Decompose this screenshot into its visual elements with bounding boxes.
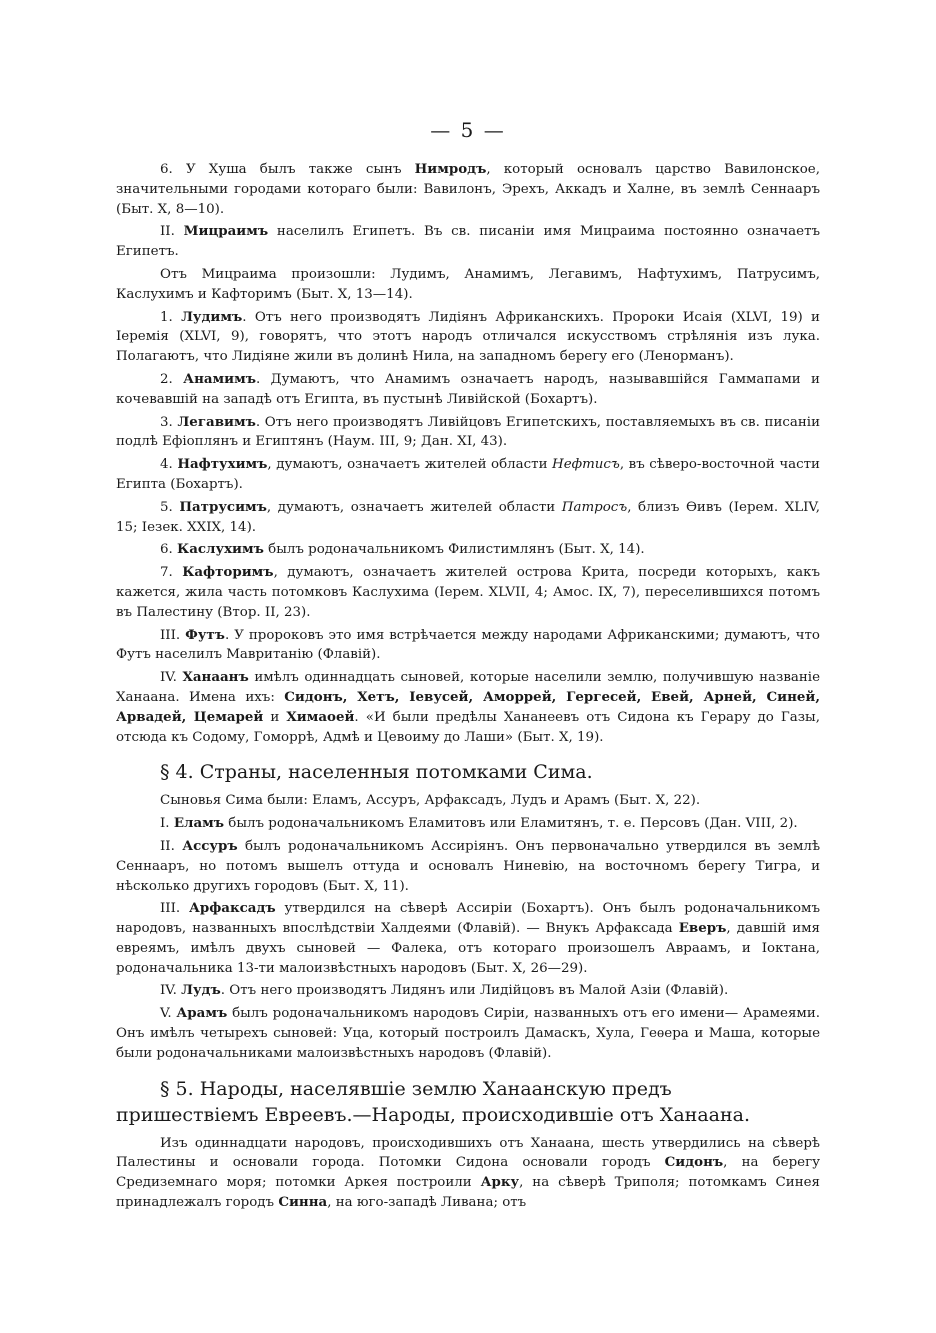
text-run: IV. xyxy=(160,983,182,999)
bold-term: Арамъ xyxy=(176,1005,228,1022)
italic-term: Нефтисъ xyxy=(552,457,620,473)
text-run: , близъ Ѳивъ (Іерем. XLIV, 15; Іезек. XXIX, 14). xyxy=(116,499,820,535)
text-run: . Отъ него производятъ Ливійцовъ Египетскихъ, поставляемыхъ въ св. писаніи подлѣ Ефіоплянъ и Египтянъ (Наум. III, 9; Дан. XI, 43). xyxy=(116,414,820,450)
text-run: былъ родоначальникомъ Ассиріянъ. Онъ первоначально утвердился въ землѣ Сеннааръ, но потомъ вышелъ оттуда и основалъ Ниневію, на восточномъ берегу Тигра, и нѣсколько другихъ городовъ (Быт. X, 11). xyxy=(116,838,821,894)
bold-term: Химаоей xyxy=(286,708,355,725)
text-run: III. xyxy=(160,901,189,917)
text-run: . «И были предѣлы Хананеевъ отъ Сидона къ Герару до Газы, отсюда къ Содому, Гоморрѣ, Адмѣ и Цевоиму до Лаши» (Быт. X, 19). xyxy=(116,709,820,745)
text-run: . Отъ него производятъ Лидіянъ Африканскихъ. Пророки Исаія (XLVI, 19) и Іеремія (XLVI, 9), говорятъ, что этотъ народъ отличался искусствомъ стрѣлянія изъ лука. Полагаютъ, что Лидіяне жили въ долинѣ Нила, на западномъ берегу его (Ленорманъ). xyxy=(116,309,820,365)
text-run: , на сѣверѣ Триполя; потомкамъ Синея принадлежалъ городъ xyxy=(116,1175,820,1211)
text-run: II. xyxy=(160,224,184,240)
bold-term: Ханаанъ xyxy=(182,669,249,686)
bold-term: Патрусимъ xyxy=(179,498,267,515)
paragraph xyxy=(116,160,820,219)
paragraph xyxy=(116,308,820,367)
paragraph xyxy=(116,222,820,262)
text-run: . Отъ него производятъ Лидянъ или Лидійцовъ въ Малой Азіи (Флавій). xyxy=(220,983,729,999)
text-run: I. xyxy=(160,816,174,832)
paragraph xyxy=(116,899,820,978)
bold-term: Лудъ xyxy=(181,982,221,999)
text-run: имѣлъ одиннадцать сыновей, которые населили землю, получившую названіе Ханаана. Имена ихъ: xyxy=(116,670,820,705)
text-run: 1. xyxy=(160,309,182,325)
paragraph xyxy=(116,265,820,305)
bold-term: Еламъ xyxy=(173,815,225,832)
text-run: былъ родоначальникомъ Еламитовъ или Еламитянъ, т. е. Персовъ (Дан. VIII, 2). xyxy=(224,816,798,832)
bold-term: Нафтухимъ xyxy=(177,456,268,473)
bold-term: Арку xyxy=(480,1174,520,1191)
bold-term: Еверъ xyxy=(678,920,727,937)
text-run: былъ родоначальникомъ Филистимлянъ (Быт. X, 14). xyxy=(263,542,645,558)
bold-term: Мицраимъ xyxy=(183,223,269,240)
paragraph xyxy=(116,1134,820,1213)
text-run: 2. xyxy=(160,371,184,387)
bold-term: Арфаксадъ xyxy=(188,900,276,917)
paragraph xyxy=(116,981,820,1001)
text-run: 5. xyxy=(160,499,180,515)
text-run: , на юго-западѣ Ливана; отъ xyxy=(327,1195,527,1211)
text-run: , думаютъ, означаетъ жителей области xyxy=(266,499,562,515)
text-run: Изъ одиннадцати народовъ, происходившихъ отъ Ханаана, шесть утвердились на сѣверѣ Палестины и основали города. Потомки Сидона основали городъ xyxy=(116,1135,820,1171)
text-run: . У пророковъ это имя встрѣчается между народами Африканскими; думаютъ, что Футъ населилъ Мавританію (Флавій). xyxy=(116,627,820,663)
bold-term: Каслухимъ xyxy=(177,541,264,558)
bold-term: Сидонъ xyxy=(664,1154,724,1171)
text-run: 6. xyxy=(160,542,178,558)
text-run: и xyxy=(263,709,287,725)
text-run: , давшій имя евреямъ, имѣлъ двухъ сыновей — Фалека, отъ котораго произошелъ Авраамъ, и Іоктана, родоначальника 13-ти малоизвѣстныхъ народовъ (Быт. X, 26—29). xyxy=(116,921,820,976)
text-run: II. xyxy=(160,838,183,854)
bold-term: Нимродъ xyxy=(414,161,487,177)
paragraph xyxy=(116,668,820,747)
text-run: 6. У Хуша былъ также сынъ xyxy=(160,162,415,177)
paragraph xyxy=(116,498,820,538)
bold-term: Кафторимъ xyxy=(182,564,274,581)
bold-term: Лудимъ xyxy=(181,308,243,325)
paragraph xyxy=(116,1004,820,1063)
text-run: Сыновья Сима были: Еламъ, Ассуръ, Арфаксадъ, Лудъ и Арамъ (Быт. X, 22). xyxy=(160,793,701,809)
text-run: утвердился на сѣверѣ Ассиріи (Бохартъ). Онъ былъ родоначальникомъ народовъ, названныхъ впослѣдствіи Халдеями (Флавій). — Внукъ Арфаксада xyxy=(116,901,820,937)
paragraph xyxy=(116,540,820,560)
text-run: , въ сѣверо-восточной части Египта (Бохартъ). xyxy=(116,457,820,492)
page-number: — 5 — xyxy=(430,118,506,142)
section-heading: § 4. Страны, населенныя потомками Сима. xyxy=(160,761,593,784)
section-heading: § 5. Народы, населявшіе землю Ханаанскую предъ пришествіемъ Евреевъ.—Народы, происходившіе отъ Ханаана. xyxy=(116,1077,751,1126)
text-body xyxy=(116,160,820,1216)
text-run: , на берегу Средиземнаго моря; потомки Аркея построили xyxy=(116,1155,820,1191)
paragraph xyxy=(116,791,820,811)
paragraph xyxy=(116,455,820,495)
text-run: былъ родоначальникомъ народовъ Сиріи, названныхъ отъ его имени— Арамеями. Онъ имѣлъ четырехъ сыновей: Уца, который построилъ Дамаскъ, Хула, Геѳера и Маша, которые были родоначальниками малоизвѣстныхъ народовъ (Флавій). xyxy=(116,1006,820,1061)
text-run: IV. xyxy=(160,670,183,686)
bold-term: Синна xyxy=(278,1194,328,1211)
bold-term: Футъ xyxy=(185,626,225,643)
text-run: 4. xyxy=(160,457,178,473)
text-run: 7. xyxy=(160,565,183,581)
text-run: 3. xyxy=(160,414,178,430)
text-run: V. xyxy=(160,1006,177,1022)
bold-term: Анамимъ xyxy=(183,370,257,387)
paragraph xyxy=(116,626,820,666)
text-run: , который основалъ царство Вавилонское, значительными городами котораго были: Вавилонъ, Эрехъ, Аккадъ и Халне, въ землѣ Сеннааръ (Быт. X, 8—10). xyxy=(116,162,820,217)
paragraph xyxy=(116,563,820,622)
text-run: III. xyxy=(160,627,186,643)
paragraph xyxy=(116,413,820,453)
bold-term: Ассуръ xyxy=(182,837,238,854)
paragraph xyxy=(116,370,820,410)
paragraph xyxy=(116,837,820,896)
text-run: населилъ Египетъ. Въ св. писаніи имя Мицраима постоянно означаетъ Египетъ. xyxy=(116,224,820,260)
bold-term: Легавимъ xyxy=(177,413,256,430)
bold-term: Сидонъ, Хетъ, Іевусей, Аморрей, Гергесей, Евей, Арней, Синей, Арвадей, Цемарей xyxy=(116,688,820,725)
text-run: . Думаютъ, что Анамимъ означаетъ народъ, называвшійся Гаммапами и кочевавшій на западѣ отъ Египта, въ пустынѣ Ливійской (Бохартъ). xyxy=(116,371,820,407)
italic-term: Патросъ xyxy=(561,499,628,515)
text-run: , думаютъ, означаетъ жителей острова Крита, посреди которыхъ, какъ кажется, жила часть потомковъ Каслухима (Іерем. XLVII, 4; Амос. IX, 7), переселившихся потомъ въ Палестину (Втор. II, 23). xyxy=(116,565,820,620)
text-run: , думаютъ, означаетъ жителей области xyxy=(267,457,553,473)
paragraph xyxy=(116,814,820,834)
text-run: Отъ Мицраима произошли: Лудимъ, Анамимъ, Легавимъ, Нафтухимъ, Патрусимъ, Каслухимъ и Кафторимъ (Быт. X, 13—14). xyxy=(116,266,820,302)
